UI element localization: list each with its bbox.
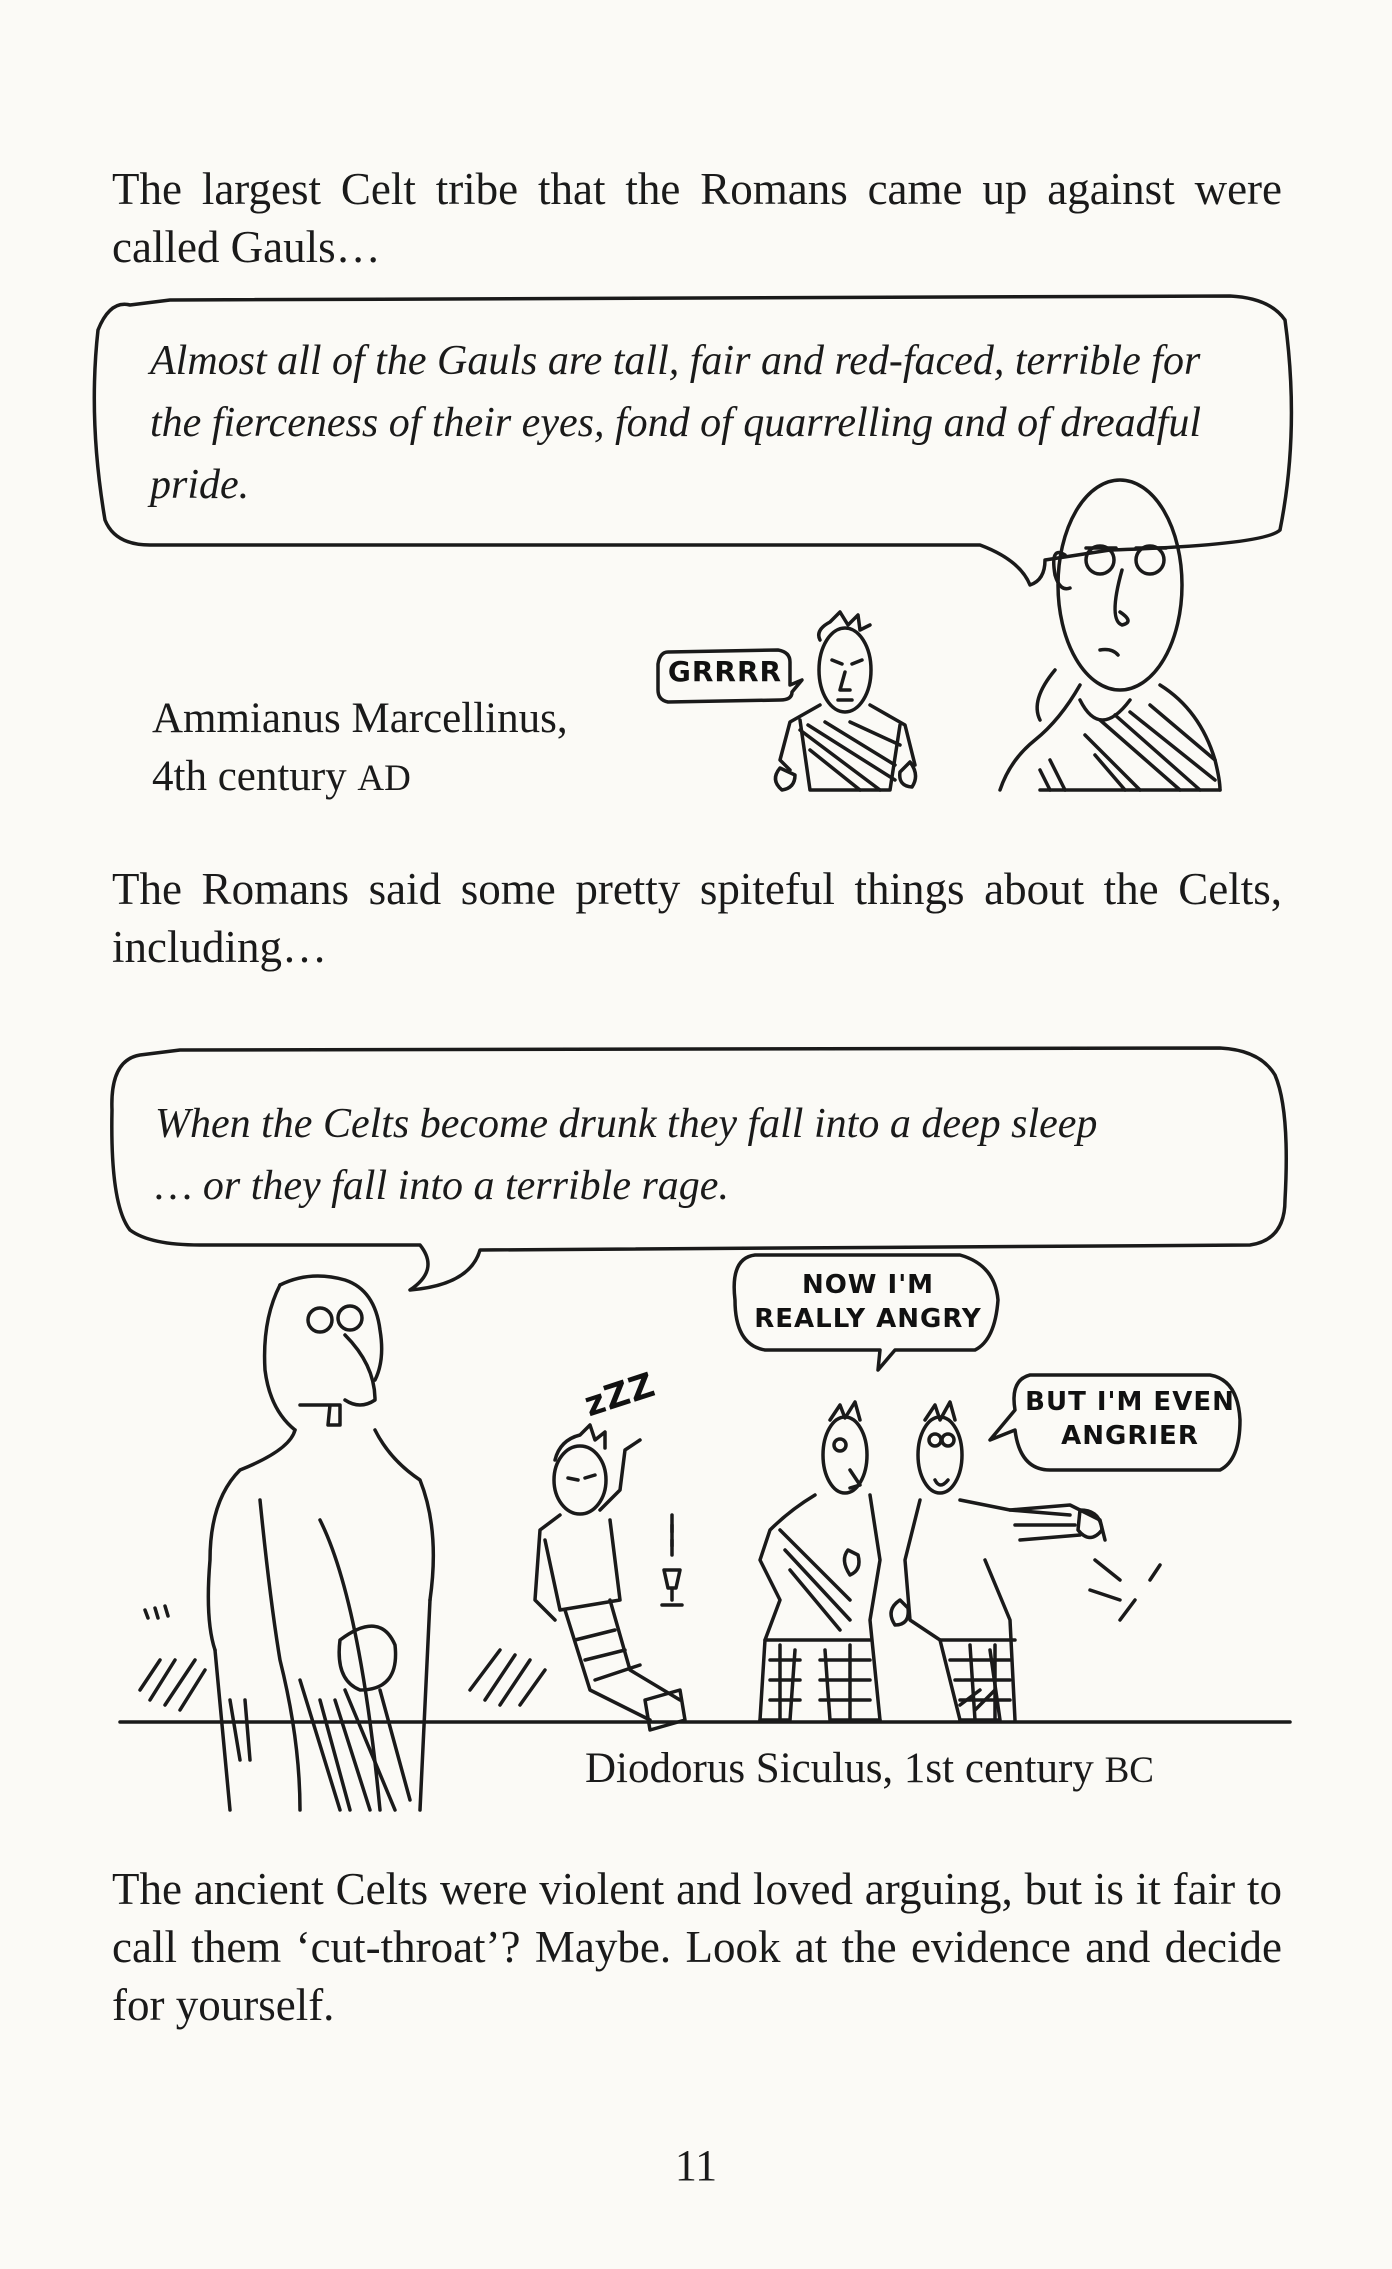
quote-diodorus-line-2: … or they fall into a terrible rage.: [155, 1163, 729, 1209]
angry-text-line-2: REALLY ANGRY: [754, 1304, 982, 1334]
attribution-era: AD: [357, 757, 411, 798]
quote-ammianus: Almost all of the Gauls are tall, fair and red-faced, terrible for the fierceness of their eyes, fond of quarrelling and of dreadful pride.: [150, 338, 1202, 508]
roman-figure-2: [140, 1276, 545, 1810]
angry-text-line-1: NOW I'M: [801, 1270, 935, 1300]
conclusion-paragraph: The ancient Celts were violent and loved arguing, but is it fair to call them ‘cut-throat’? Maybe. Look at the evidence and decide for yourself.: [112, 1864, 1282, 2030]
angrier-text-line-2: ANGRIER: [1061, 1421, 1199, 1451]
attribution-name: Ammianus Marcellinus,: [152, 695, 568, 742]
attribution-diodorus-text: Diodorus Siculus, 1st century: [585, 1745, 1094, 1792]
romans-paragraph: The Romans said some pretty spiteful things about the Celts, including…: [112, 864, 1282, 972]
angrier-text: [1020, 1385, 1240, 1453]
quote-diodorus-line-1: When the Celts become drunk they fall into a deep sleep: [155, 1101, 1098, 1147]
page-number: 11: [674, 2141, 718, 2190]
attribution-century: 4th century: [152, 753, 347, 800]
sleep-z-text: zZZ: [579, 1364, 661, 1426]
angry-text: [738, 1268, 998, 1336]
intro-paragraph: The largest Celt tribe that the Romans came up against were called Gauls…: [112, 164, 1282, 272]
angrier-text-line-1: BUT I'M EVEN: [1025, 1387, 1235, 1417]
roman-figure-1: [1000, 480, 1220, 790]
attribution-ammianus: [152, 690, 568, 807]
attribution-diodorus: [585, 1740, 1154, 1799]
growl-text: GRRRR: [667, 655, 783, 688]
celt-figure-sleeping: [535, 1425, 685, 1730]
celt-figure-1: [775, 612, 915, 790]
attribution-diodorus-era: BC: [1104, 1749, 1154, 1790]
celt-figure-arguing-1: [760, 1402, 880, 1720]
quote-diodorus: [155, 1093, 1235, 1217]
